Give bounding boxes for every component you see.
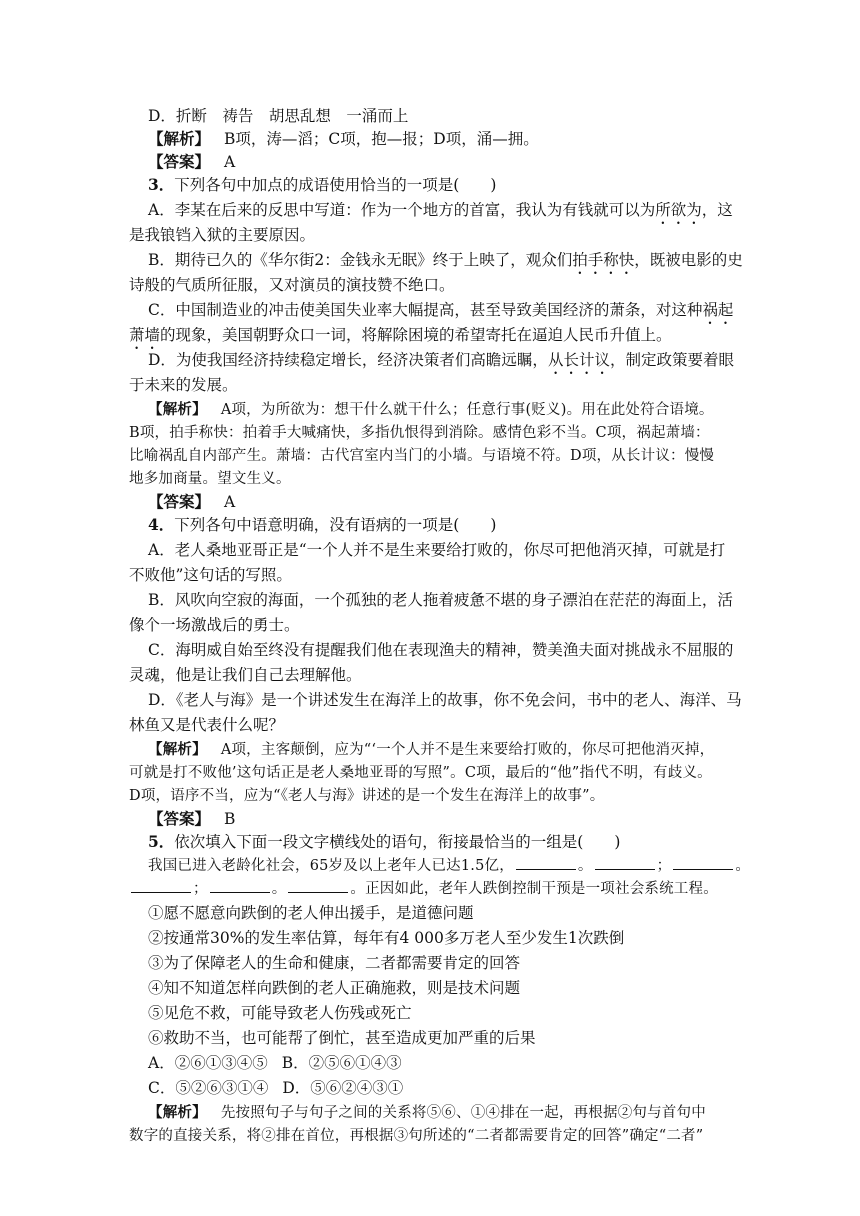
dotted-idiom: 祸起 <box>702 301 734 319</box>
text: D．为使我国经济持续稳定增长，经济决策者们高瞻远瞩， <box>148 351 548 369</box>
punct: 。 <box>577 858 593 874</box>
analysis-text: 先按照句子与句子之间的关系将⑤⑥、①④排在一起，再根据②句与首句中 <box>220 1105 706 1121</box>
q3-analysis-line4: 地多加商量。望文生义。 <box>129 471 291 487</box>
q4-option-d-line1: D．《老人与海》是一个讲述发生在海洋上的故事，你不免会问，书中的老人、海洋、马 <box>148 691 742 709</box>
question-text: 依次填入下面一段文字横线处的语句，衔接最恰当的一组是( ) <box>174 833 621 851</box>
question-number: 4． <box>148 515 175 534</box>
question-text: 下列各句中加点的成语使用恰当的一项是( ) <box>174 176 497 194</box>
q3-analysis-line1 <box>148 399 714 421</box>
blank-1[interactable] <box>516 855 576 870</box>
q5-item-1: ①愿不愿意向跌倒的老人伸出援手，是道德问题 <box>148 904 474 922</box>
q4-option-c-line1: C．海明威自始至终没有提醒我们他在表现渔夫的精神，赞美渔夫面对挑战永不屈服的 <box>148 641 734 659</box>
q5-item-2: ②按通常30%的发生率估算，每年有4 000多万老人至少发生1次跌倒 <box>148 929 625 947</box>
analysis-text: A项，主客颠倒，应为“‘一个人并不是生来要给打败的，你尽可把他消灭掉， <box>220 742 715 758</box>
dotted-idiom: 从长计议 <box>547 351 610 369</box>
q5-passage-line2 <box>129 878 718 900</box>
blank-4[interactable] <box>131 878 191 893</box>
analysis-label: 【解析】 <box>148 741 207 758</box>
punct: 。 <box>271 881 287 897</box>
text: 的现象，美国朝野众口一词，将解除困境的希望寄托在逼迫人民币升值上。 <box>160 326 672 344</box>
q4-option-d-line2: 林鱼又是代表什么呢？ <box>129 716 285 734</box>
q4-option-a-line2: 不败他”这句话的写照。 <box>129 566 292 584</box>
q3-analysis-line2: B项，拍手称快：拍着手大喊痛快，多指仇恨得到消除。感情色彩不当。C项，祸起萧墙： <box>129 425 710 441</box>
q3-option-d-line2: 于未来的发展。 <box>129 376 238 394</box>
q5-analysis-line1 <box>148 1102 706 1124</box>
blank-3[interactable] <box>673 855 733 870</box>
answer-value: B <box>224 810 236 828</box>
analysis-label: 【解析】 <box>148 129 211 148</box>
q5-item-3: ③为了保障老人的生命和健康，二者都需要肯定的回答 <box>148 954 521 972</box>
passage-text: 我国已进入老龄化社会，65岁及以上老年人已达1.5亿， <box>148 858 514 874</box>
q3-answer <box>148 491 235 513</box>
dotted-idiom: 拍手称快 <box>572 251 635 269</box>
text: A．李某在后来的反思中写道：作为一个地方的首富，我认为有钱就可以为 <box>148 201 656 219</box>
q4-analysis-line1 <box>148 739 714 761</box>
q3-option-b-line2: 诗般的气质所征服，又对演员的演技赞不绝口。 <box>129 276 455 294</box>
q3-option-a-line2: 是我锒铛入狱的主要原因。 <box>129 226 316 244</box>
q4-option-c-line2: 灵魂，他是让我们自己去理解他。 <box>129 666 362 684</box>
text: ，既被电影的史 <box>634 251 743 269</box>
q5-analysis-line2: 数字的直接关系，将②排在首位，再根据③句所述的“二者都需要肯定的回答”确定“二者” <box>129 1128 704 1144</box>
text: C．中国制造业的冲击使美国失业率大幅提高，甚至导致美国经济的萧条，对这种 <box>148 301 703 319</box>
option-b[interactable]: B．②⑤⑥①④③ <box>281 1054 402 1072</box>
q5-passage-line1 <box>148 855 750 877</box>
q2-analysis <box>148 128 539 150</box>
punct: ； <box>656 858 672 874</box>
analysis-label: 【解析】 <box>148 401 207 418</box>
blank-6[interactable] <box>288 878 348 893</box>
q2-answer <box>148 151 235 173</box>
text: ，制定政策要着眼 <box>609 351 734 369</box>
analysis-text: B项，涛—滔；C项，抱—报；D项，涌—拥。 <box>224 130 539 148</box>
q5-options-cd <box>148 1077 403 1099</box>
q4-option-a-line1: A．老人桑地亚哥正是“一个人并不是生来要给打败的，你尽可把他消灭掉，可就是打 <box>148 541 726 559</box>
q4-analysis-line3: D项，语序不当，应为“《老人与海》讲述的是一个发生在海洋上的故事”。 <box>129 788 605 804</box>
blank-5[interactable] <box>210 878 270 893</box>
q4-analysis-line2: 可就是打不败他’这句话正是老人桑地亚哥的写照”。C项，最后的“他”指代不明，有歧义。 <box>129 765 712 781</box>
q3-stem <box>148 174 496 196</box>
text: ，这 <box>701 201 733 219</box>
question-number: 5． <box>148 832 175 851</box>
text: B．期待已久的《华尔街2：金钱永无眠》终于上映了，观众们 <box>148 251 573 269</box>
blank-2[interactable] <box>595 855 655 870</box>
dotted-idiom: 所欲为 <box>655 201 702 219</box>
q5-item-6: ⑥救助不当，也可能帮了倒忙，甚至造成更加严重的后果 <box>148 1029 536 1047</box>
option-c[interactable]: C．⑤②⑥③①④ <box>148 1079 269 1097</box>
q5-item-5: ⑤见危不救，可能导致老人伤残或死亡 <box>148 1004 412 1022</box>
option-d[interactable]: D．⑤⑥②④③① <box>282 1079 404 1097</box>
analysis-text: A项，为所欲为：想干什么就干什么；任意行事(贬义)。用在此处符合语境。 <box>220 402 714 418</box>
question-number: 3． <box>148 175 175 194</box>
q5-stem <box>148 831 620 853</box>
answer-label: 【答案】 <box>148 809 211 828</box>
q5-options-ab <box>148 1052 402 1074</box>
option-a[interactable]: A．②⑥①③④⑤ <box>148 1054 268 1072</box>
analysis-label: 【解析】 <box>148 1104 207 1121</box>
answer-label: 【答案】 <box>148 152 211 171</box>
q4-stem <box>148 514 496 536</box>
q4-option-b-line2: 像个一场激战后的勇士。 <box>129 616 300 634</box>
q2-option-d: D．折断 祷告 胡思乱想 一涌而上 <box>148 107 409 125</box>
passage-text: 。正因如此，老年人跌倒控制干预是一项社会系统工程。 <box>350 881 718 897</box>
dotted-idiom: 萧墙 <box>129 326 161 344</box>
answer-label: 【答案】 <box>148 492 211 511</box>
q3-analysis-line3: 比喻祸乱自内部产生。萧墙：古代宫室内当门的小墙。与语境不符。D项，从长计议：慢慢 <box>129 448 715 464</box>
q4-option-b-line1: B．风吹向空寂的海面，一个孤独的老人拖着疲惫不堪的身子漂泊在茫茫的海面上，活 <box>148 591 733 609</box>
question-text: 下列各句中语意明确，没有语病的一项是( ) <box>174 516 497 534</box>
punct: 。 <box>735 858 751 874</box>
answer-value: A <box>224 153 236 171</box>
q4-answer <box>148 808 235 830</box>
punct: ； <box>193 881 208 897</box>
answer-value: A <box>224 493 236 511</box>
q5-item-4: ④知不知道怎样向跌倒的老人正确施救，则是技术问题 <box>148 979 521 997</box>
